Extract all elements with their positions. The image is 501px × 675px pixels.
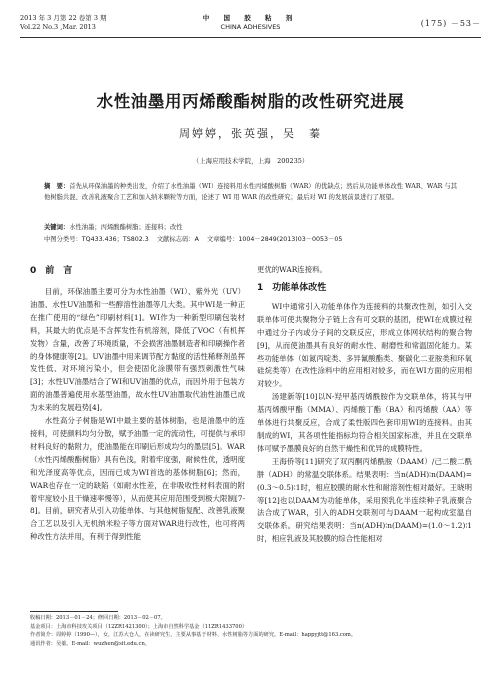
footnote-funding: 基金项目：上海市科技攻关项目（12ZR1421300）；上海市自然科学基金（11ZR1433700） — [30, 623, 248, 630]
keywords — [44, 222, 457, 231]
section-heading-functional-monomer: 1 功能单体改性 — [257, 282, 327, 293]
running-head — [20, 12, 481, 36]
clc-number: 中图分类号：TQ433.436；TS802.3 — [44, 236, 149, 243]
journal-name-en: CHINA ADHESIVES — [220, 23, 281, 31]
abstract — [44, 182, 457, 203]
journal-issue-info — [20, 14, 107, 32]
abstract-label: 摘 要： — [44, 183, 70, 190]
article-authors: 周婷婷，张英强，吴 蓁 — [179, 127, 322, 140]
journal-name — [203, 14, 299, 32]
footnote-divider — [30, 611, 118, 612]
article-title: 水性油墨用丙烯酸酯树脂的改性研究进展 — [96, 92, 405, 111]
keywords-label: 关键词： — [44, 224, 70, 231]
footnotes — [30, 614, 481, 648]
body-paragraph-continued: 更优的WAR连接料。 — [257, 265, 327, 274]
body-paragraph: 目前，环保油墨主要可分为水性油墨（WI）、紫外光（UV）油墨、水性UV油墨和一些醇溶性油墨等几大类。其中WI是一种正在推广使用的“绿色”印刷材料[1]。WI作为一种新型印刷包装材料，其最大的优点是不含挥发性有机溶剂，降低了VOC（有机挥发物）含量，改善了环境质量，不会损害油墨制造者和印刷操作者的身体健康等[2]。UV油墨中用来调节配方黏度的活性稀释剂虽挥发性低、对环境污染小，但会使固化涂膜带有强烈刺激性气味[3]；水性UV油墨结合了WI和UV油墨的优点，而因外用于包装方面的油墨普遍使用水基型油墨，故水性UV油墨取代油性油墨已成为未来的发展趋势[4]。 — [30, 287, 245, 413]
document-code: 文献标志码：A — [156, 236, 199, 243]
body-paragraph: 汤建新等[10]以N-羟甲基丙烯酰胺作为交联单体，将其与甲基丙烯酸甲酯（MMA）、丙烯酸丁酯（BA）和丙烯酸（AA）等单体进行共聚反应，合成了柔性版四色套印用WI的连接料。由其制成的WI，其各项性能指标均符合相关国家标准，并且在交联单体可赋予墨膜良好的自然干燥性和优异的成膜特性。 — [257, 392, 472, 453]
body-paragraph: 水性高分子树脂是WI中最主要的基体树脂，也是油墨中的连接料，可使颜料均匀分散，赋予油墨一定的流动性，可提供与承印材料良好的黏附力，使油墨能在印刷后形成均匀的墨层[5]。WAR（水性丙烯酸酯树脂）具有色浅，附着牢度强，耐候性优，透明度和光泽度高等优点，因而已成为WI首选的基体树脂[6]；然而，WAR也存在一定的缺陷（如耐水性差，在非吸收性材料表面的附着牢度较小且干燥速率慢等），从而使其应用范围受到极大限制[7-8]。目前，研究者从引入功能单体、与其他树脂复配、改善乳液聚合工艺以及引入无机纳米粒子等方面对WAR进行改性，也可将两种改性方法并用，有利于得到性能 — [30, 416, 245, 542]
section-heading-intro: 0 前 言 — [30, 266, 73, 276]
body-paragraph: WI中通常引入功能单体作为连接料的共聚改性剂，如引入交联单体可使共聚物分子链上含有可交联的基团，使WI在成膜过程中通过分子内或分子间的交联反应，形成立体网状结构的聚合物[9]，从而使油墨具有良好的耐水性、耐磨性和常温固化能力。某些功能单体（如氮丙啶类、多异氰酸酯类、聚碳化二亚胺类和环氧硅烷类等）在改性涂料中的应用相对较多，而在WI方面的应用相对较少。 — [257, 301, 472, 389]
author-affiliation: （上海应用技术学院，上海 200235） — [192, 157, 309, 165]
abstract-text: 首先从环保油墨的种类出发，介绍了水性油墨（WI）连接料用水性丙烯酸树脂（WAR）的优缺点；然后从功能单体改性 WAR、WAR 与其他树脂共混、改善乳液聚合工艺和加入纳米颗粒等方面，论述了 WI 用 WAR 的改性研究；最后对 WI 的发展前景进行了展望。 — [44, 183, 457, 201]
footnote-received: 收稿日期：2013－01－24；修回日期：2013－02－07。 — [30, 615, 166, 621]
keywords-text: 水性油墨；丙烯酸酯树脂；连接料；改性 — [69, 224, 183, 231]
page-number: (175) －53－ — [420, 19, 481, 28]
body-paragraph: 王海侨等[11]研究了双丙酮丙烯酰胺（DAAM）/己二酸二酰肼（ADH）的常温交联体系。结果表明：当n(ADH)∶n(DAAM)=(0.3～0.5)∶1时，相应胶膜的耐水性和耐溶剂性相对最好。王晓明等[12]也以DAAM为功能单体，采用预乳化半连续种子乳液聚合法合成了WAR，引入的ADH交联剂可与DAAM一起构成室温自交联体系。研究结果表明：当n(ADH)∶n(DAAM)=(1.0～1.2)∶1时，相应乳液及其胶膜的综合性能相对 — [257, 456, 472, 544]
journal-name-cn: 中 国 胶 粘 剂 — [202, 14, 299, 22]
footnote-corresponding: 通讯作者：吴蓁。E-mail：wuzhen@sit.edu.cn。 — [30, 640, 150, 647]
left-column — [30, 264, 245, 544]
issue-line-en: Vol.22 No.3 ,Mar. 2013 — [20, 23, 96, 31]
article-number: 文章编号：1004－2849(2013)03－0053－05 — [206, 236, 343, 243]
right-column — [257, 264, 472, 546]
header-divider — [20, 37, 481, 38]
footnote-author-bio: 作者简介：周婷婷（1990—），女，江苏大仓人，在读研究生，主要从事基于材料、水性树脂等方面的研究。E-mail：happyjtt@163.com。 — [30, 632, 357, 639]
issue-line-cn: 2013 年 3 月第 22 卷第 3 期 — [20, 14, 107, 22]
classification-line — [44, 234, 457, 243]
